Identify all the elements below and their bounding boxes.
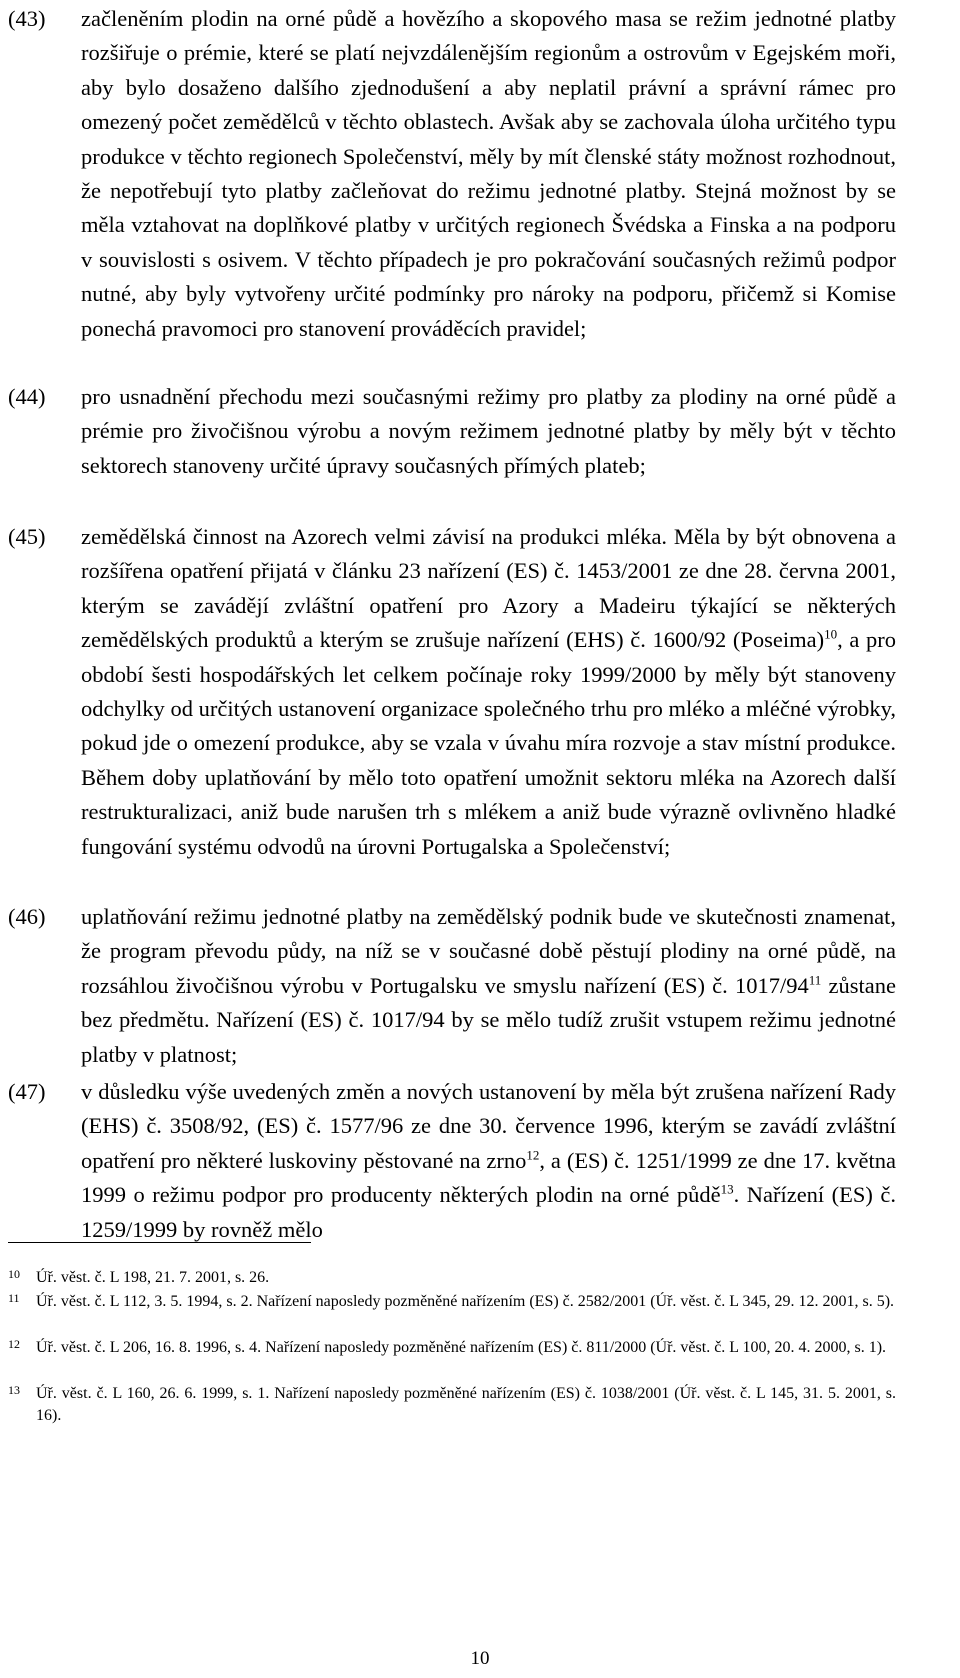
page-number: 10 <box>470 1648 490 1669</box>
recital-text-segment: , a (ES) č. 1251/1999 ze dne 17. května 1999 o režimu podpor pro producenty některých plodin na orné půdě <box>81 1147 896 1208</box>
footnote-number: 13 <box>8 1383 20 1397</box>
footnote-reference[interactable]: 13 <box>720 1181 734 1197</box>
footnote-reference[interactable]: 10 <box>824 626 838 642</box>
footnote-text: Úř. věst. č. L 112, 3. 5. 1994, s. 2. Nařízení naposledy pozměněné nařízením (ES) č. 2582/2001 (Úř. věst. č. L 345, 29. 12. 2001, s. 5). <box>36 1293 895 1310</box>
footnote-reference[interactable]: 12 <box>526 1147 540 1163</box>
footnote-separator <box>8 1242 311 1243</box>
recital-text-segment: pro usnadnění přechodu mezi současnými režimy pro platby za plodiny na orné půdě a prémie pro živočišnou výrobu a novým režimem jednotné platby by měly být v těchto sektorech stanoveny určité úpravy současných přímých plateb; <box>81 384 896 478</box>
recital-text-segment: v důsledku výše uvedených změn a nových ustanovení by měla být zrušena nařízení Rady (EHS) č. 3508/92, (ES) č. 1577/96 ze dne 30. července 1996, kterým se zavádí zvláštní opatření pro některé luskoviny pěstované na zrno <box>81 1079 896 1173</box>
recital-text <box>81 380 896 483</box>
recital-text-segment: zůstane bez předmětu. Nařízení (ES) č. 1017/94 by se mělo tudíž zrušit vstupem režimu jednotné platby v platnost; <box>81 972 897 1067</box>
recital-text-segment: . Nařízení (ES) č. 1259/1999 by rovněž mělo <box>81 1182 896 1242</box>
recital-text-segment: zemědělská činnost na Azorech velmi závisí na produkci mléka. Měla by být obnovena a rozšířena opatření přijatá v článku 23 nařízení (ES) č. 1453/2001 ze dne 28. června 2001, kterým se zavádějí zvláštní opatření pro Azory a Madeiru týkající se některých zemědělských produktů a kterým se zrušuje nařízení (EHS) č. 1600/92 (Poseima) <box>81 524 896 653</box>
recital-number: (43) <box>8 6 46 31</box>
recital-number: (45) <box>8 524 46 549</box>
recital-text-segment: uplatňování režimu jednotné platby na zemědělský podnik bude ve skutečnosti znamenat, že program převodu půdy, na níž se v současné době pěstují plodiny na orné půdě, na rozsáhlou živočišnou výrobu v Portugalsku ve smyslu nařízení (ES) č. 1017/94 <box>81 904 896 998</box>
footnote-number: 10 <box>8 1267 20 1281</box>
recital-text-segment: , a pro období šesti hospodářských let celkem počínaje roky 1999/2000 by měly být stanoveny odchylky od určitých ustanovení organizace společného trhu pro mléko a mléčné výrobky, pokud jde o omezení produkce, aby se vzala v úvahu míra rozvoje a stav místní produkce. Během doby uplatňování by mělo toto opatření umožnit sektoru mléka na Azorech další restrukturalizaci, aniž bude narušen trh s mlékem a aniž bude výrazně ovlivněno hladké fungování systému odvodů na úrovni Portugalska a Společenství; <box>81 627 896 859</box>
recital-number: (46) <box>8 904 46 929</box>
footnote-number: 11 <box>8 1291 20 1305</box>
footnote-reference[interactable]: 11 <box>808 972 822 988</box>
recital-text <box>81 520 896 864</box>
recital-number: (47) <box>8 1079 46 1104</box>
recital-text <box>81 2 896 346</box>
recital-text-segment: začleněním plodin na orné půdě a hovězího a skopového masa se režim jednotné platby rozšiřuje o prémie, které se platí nejvzdálenějším regionům a ostrovům v Egejském moři, aby bylo dosaženo dalšího zjednodušení a aby neplatil právní a správní rámec pro omezený počet zemědělců v těchto oblastech. Avšak aby se zachovala úloha určitého typu produkce v těchto regionech Společenství, měly by mít členské státy možnost rozhodnout, že nepotřebují tyto platby začleňovat do režimu jednotné platby. Stejná možnost by se měla vztahovat na doplňkové platby v určitých regionech Švédska a Finska a na podporu v souvislosti s osivem. V těchto případech je pro pokračování současných režimů podpor nutné, aby byly vytvořeny určité podmínky pro nároky na podporu, přičemž si Komise ponechá pravomoci pro stanovení prováděcích pravidel; <box>81 6 896 341</box>
recital-number: (44) <box>8 384 46 409</box>
recital-text <box>81 900 896 1072</box>
footnote-text: Úř. věst. č. L 206, 16. 8. 1996, s. 4. Nařízení naposledy pozměněné nařízením (ES) č. 811/2000 (Úř. věst. č. L 100, 20. 4. 2000, s. 1). <box>36 1339 887 1356</box>
footnote-text: Úř. věst. č. L 160, 26. 6. 1999, s. 1. Nařízení naposledy pozměněné nařízením (ES) č. 1038/2001 (Úř. věst. č. L 145, 31. 5. 2001, s. 16). <box>36 1385 896 1424</box>
footnote-text: Úř. věst. č. L 198, 21. 7. 2001, s. 26. <box>36 1269 270 1286</box>
recital-text <box>81 1075 896 1247</box>
footnote-number: 12 <box>8 1337 20 1351</box>
